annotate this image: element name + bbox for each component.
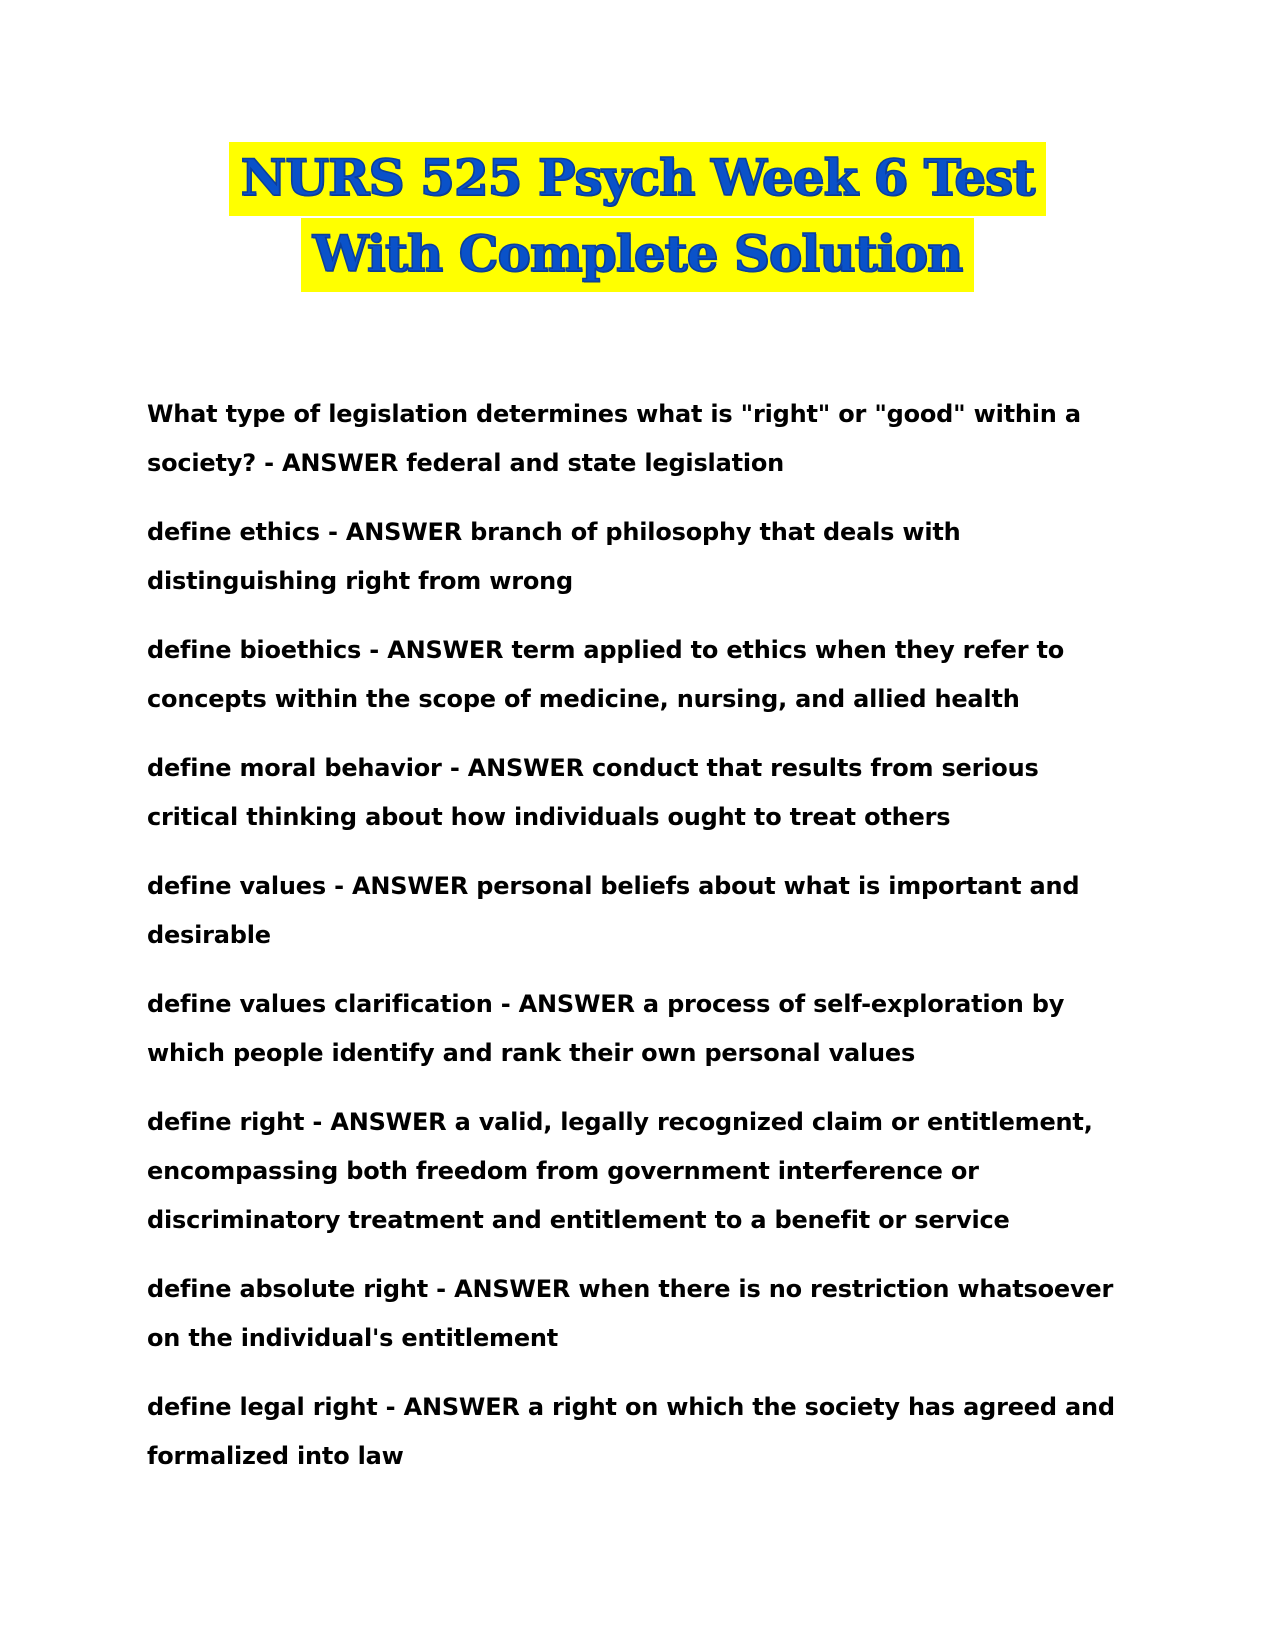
title-line-1: NURS 525 Psych Week 6 Test [229,142,1047,216]
qa-item [147,1265,1137,1363]
qa-answer-label: - ANSWER [304,1108,455,1136]
document-title [0,142,1275,294]
qa-question: define bioethics [147,636,362,664]
qa-answer: a process of self-exploration by which people identify and rank their own personal values [147,990,1065,1067]
title-line-2: With Complete Solution [301,218,975,292]
qa-item [147,508,1137,606]
qa-answer-label: - ANSWER [255,449,407,477]
qa-item [147,1098,1137,1245]
qa-item [147,1383,1137,1481]
qa-item [147,626,1137,724]
qa-answer: branch of philosophy that deals with distinguishing right from wrong [147,518,961,595]
qa-answer-label: - ANSWER [377,1393,528,1421]
qa-question: define right [147,1108,305,1136]
qa-question: define ethics [147,518,320,546]
qa-question: What type of legislation determines what is "right" or "good" within a society? [147,400,1081,477]
qa-answer-label: - ANSWER [325,872,477,900]
qa-item [147,862,1137,960]
qa-answer: conduct that results from serious critical thinking about how individuals ought to treat others [147,754,1039,831]
qa-answer-label: - ANSWER [319,518,471,546]
qa-list [147,390,1137,1501]
qa-question: define values [147,872,326,900]
qa-answer: a right on which the society has agreed and formalized into law [147,1393,1115,1470]
qa-item [147,744,1137,842]
qa-answer-label: - ANSWER [361,636,512,664]
qa-item [147,390,1137,488]
qa-question: define values clarification [147,990,493,1018]
qa-answer: a valid, legally recognized claim or entitlement, encompassing both freedom from government interference or discriminatory treatment and entitlement to a benefit or service [147,1108,1093,1234]
qa-answer: term applied to ethics when they refer to concepts within the scope of medicine, nursing, and allied health [147,636,1065,713]
qa-answer: federal and state legislation [406,449,785,477]
qa-question: define moral behavior [147,754,442,782]
qa-answer-label: - ANSWER [441,754,593,782]
qa-answer-label: - ANSWER [428,1275,579,1303]
qa-question: define legal right [147,1393,378,1421]
qa-answer: when there is no restriction whatsoever on the individual's entitlement [147,1275,1114,1352]
qa-answer: personal beliefs about what is important and desirable [147,872,1080,949]
qa-answer-label: - ANSWER [492,990,643,1018]
qa-question: define absolute right [147,1275,429,1303]
qa-item [147,980,1137,1078]
